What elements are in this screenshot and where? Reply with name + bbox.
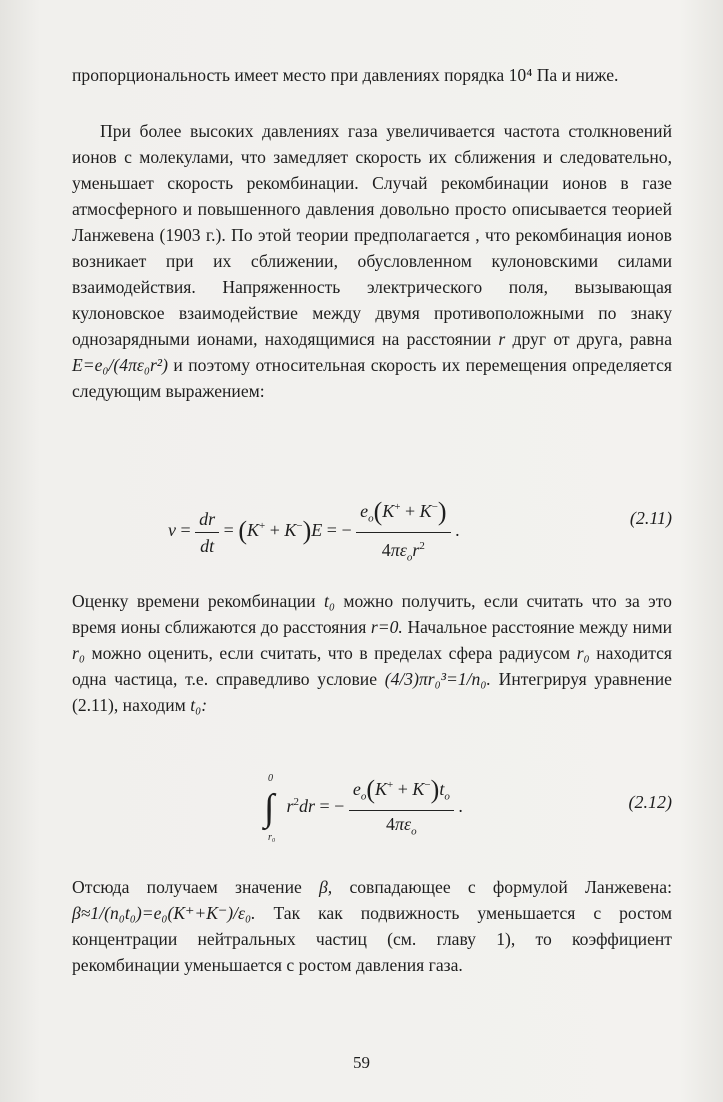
paragraph-2-text-a: При более высоких давлениях газа увеличивается частота столкновений ионов с молекулами, что замедляет скорость их сближения и следовательно, уменьшает скорость рекомбинации. Случай рекомбинации ионов в газе атмосферного и повышенного давления довольно просто описывается теорией Ланжевена (1903 г.). По этой теории предполагается , что рекомбинация ионов возникает при их сближении, обусловленном кулоновскими силами взаимодействия. Напряженность электрического поля, вызывающая кулоновское взаимодействие между двумя противоположными по знаку однозарядными ионами, находящимися на расстоянии xyxy=(72,121,672,349)
field-formula: E=e₀/(4πε₀r²) xyxy=(72,355,168,375)
paragraph-2 xyxy=(72,118,672,404)
paragraph-4-text-a: Отсюда получаем значение xyxy=(72,877,302,897)
paragraph-4-text-b: совпадающее с формулой Ланжевена: xyxy=(349,877,673,897)
paragraph-3-text-d: можно оценить, если считать, что в пределах сфера радиусом xyxy=(91,643,571,663)
equation-2-11 xyxy=(72,490,672,564)
sphere-condition: (4/3)πr₀³=1/n₀. xyxy=(384,669,491,689)
paragraph-1-text: пропорциональность имеет место при давлениях порядка 10⁴ Па и ниже. xyxy=(72,65,619,85)
equation-2-12 xyxy=(72,768,672,848)
paragraph-2-text-c: и поэтому относительная скорость их перемещения определяется следующим выражением: xyxy=(72,355,672,401)
paragraph-3 xyxy=(72,588,672,718)
variable-t0-b: t₀: xyxy=(190,695,208,715)
equation-2-12-number: (2.12) xyxy=(628,792,672,812)
langevin-formula: β≈1/(n₀t₀)=e₀(K⁺+K⁻)/ε₀. xyxy=(72,903,256,923)
variable-beta: β, xyxy=(319,877,333,897)
page-number: 59 xyxy=(353,1053,370,1072)
paragraph-3-text-e: находится одна частица, т.е. справедливо условие xyxy=(72,643,673,689)
paragraph-2-text-b: друг от друга, равна xyxy=(512,329,672,349)
paragraph-3-text-c: Начальное расстояние между ними xyxy=(407,617,672,637)
variable-r0: r₀ xyxy=(72,643,85,663)
variable-r: r xyxy=(498,329,506,349)
r-equals-zero: r=0. xyxy=(370,617,403,637)
paragraph-3-text-f: Интегрируя уравнение (2.11), находим xyxy=(72,669,672,715)
variable-r0-b: r₀ xyxy=(576,643,590,663)
paragraph-4-text-c: Так как подвижность уменьшается с ростом концентрации нейтральных частиц (см. главу 1), то коэффициент рекомбинации уменьшается с ростом давления газа. xyxy=(72,903,672,975)
equation-2-11-number: (2.11) xyxy=(629,508,672,528)
equation-2-12-body: 0 ∫ r₀ $r^2dr$ = − $\frac{e_o(K^+ + K^-)t_o}{4\pi\varepsilon_o}$ . xyxy=(264,773,463,844)
equation-2-11-body: v = $\frac{dr}{dt}$ = (K+ + K−)E = − $\frac{e_o(K^+ + K^-)}{4\pi\varepsilon_or^2}$ . xyxy=(168,494,460,570)
paragraph-3-text-a: Оценку времени рекомбинации xyxy=(72,591,316,611)
paragraph-1 xyxy=(72,62,672,88)
variable-t0: t₀ xyxy=(323,591,335,611)
paragraph-3-text-b: можно получить, если считать что за это время ионы сближаются до расстояния xyxy=(72,591,672,637)
paragraph-4 xyxy=(72,874,672,978)
